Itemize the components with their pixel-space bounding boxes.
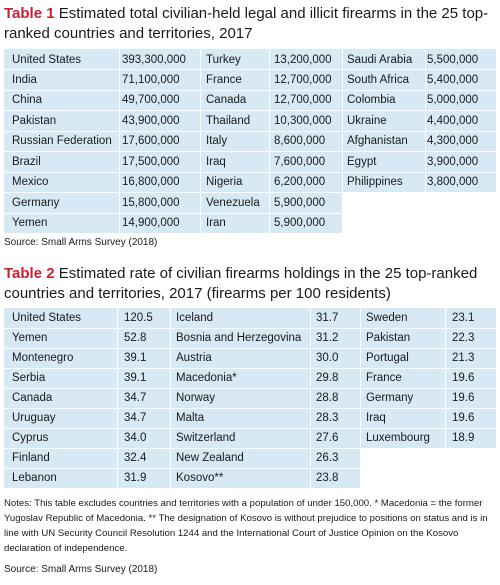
country-value: 393,300,000 [122, 53, 186, 66]
country-name: Afghanistan [347, 135, 408, 148]
table2-source: Source: Small Arms Survey (2018) [4, 564, 158, 575]
country-name: Thailand [206, 114, 251, 127]
row-divider [4, 90, 496, 91]
country-value: 5,900,000 [274, 217, 326, 230]
country-value: 4,400,000 [427, 114, 479, 127]
table1-heading: Estimated total civilian-held legal and illicit firearms in the 25 top-ranked countries and territories, 2017 [4, 5, 489, 42]
country-name: Malta [176, 412, 205, 424]
country-name: Iraq [366, 412, 386, 424]
country-name: Switzerland [176, 432, 236, 444]
column-divider [170, 308, 171, 488]
country-value: 52.8 [124, 332, 147, 344]
country-name: United States [12, 53, 82, 66]
country-value: 19.6 [452, 412, 475, 424]
column-divider [425, 49, 426, 233]
country-name: Lebanon [12, 472, 57, 484]
country-value: 28.3 [316, 412, 339, 424]
country-name: Pakistan [366, 332, 411, 344]
row-divider [4, 192, 496, 193]
country-value: 16,800,000 [122, 176, 180, 189]
table1-title [4, 4, 496, 44]
country-name: Philippines [347, 176, 403, 189]
country-name: South Africa [347, 73, 410, 86]
country-name: Egypt [347, 155, 377, 168]
row-divider [4, 110, 496, 111]
table2-label: Table 2 [4, 265, 55, 282]
country-name: Iran [206, 217, 226, 230]
country-name: Portugal [366, 352, 409, 364]
column-divider [117, 308, 118, 488]
country-value: 10,300,000 [274, 114, 332, 127]
country-name: Kosovo** [176, 472, 224, 484]
country-value: 31.2 [316, 332, 339, 344]
row-divider [4, 151, 496, 152]
country-name: Montenegro [12, 352, 74, 364]
country-name: Bosnia and Herzegovina [176, 332, 302, 344]
row-divider [4, 348, 496, 349]
country-name: Brazil [12, 155, 41, 168]
country-name: China [12, 94, 43, 107]
country-name: Germany [366, 392, 414, 404]
column-divider [269, 49, 270, 233]
row-divider [4, 388, 496, 389]
row-divider [4, 408, 496, 409]
country-value: 31.7 [316, 312, 339, 324]
country-name: Norway [176, 392, 215, 404]
row-divider [4, 172, 496, 173]
country-value: 15,800,000 [122, 196, 180, 209]
country-name: Pakistan [12, 114, 57, 127]
country-value: 49,700,000 [122, 94, 180, 107]
country-value: 17,600,000 [122, 135, 180, 148]
country-name: Venezuela [206, 196, 260, 209]
country-value: 120.5 [124, 312, 153, 324]
country-name: New Zealand [176, 452, 244, 464]
country-value: 12,700,000 [274, 73, 332, 86]
country-name: Russian Federation [12, 135, 112, 148]
table2-notes: Notes: This table excludes countries and territories with a population of under 150,000. * Macedonia = the former Yugoslav Republic of Macedonia. ** The designation of Kosovo is without prejudice to positions on status and is in line with UN Security Council Resolution 1244 and the International Court of Justice Opinion on the Kosovo declaration of independence. [4, 498, 488, 554]
table2-grid [4, 308, 496, 488]
country-value: 8,600,000 [274, 135, 326, 148]
country-value: 71,100,000 [122, 73, 180, 86]
country-name: Yemen [12, 332, 48, 344]
country-value: 3,900,000 [427, 155, 479, 168]
country-value: 13,200,000 [274, 53, 332, 66]
country-value: 14,900,000 [122, 217, 180, 230]
table2-heading: Estimated rate of civilian firearms holdings in the 25 top-ranked countries and territories, 2017 (firearms per 100 residents) [4, 265, 478, 302]
country-name: Cyprus [12, 432, 49, 444]
country-value: 39.1 [124, 372, 147, 384]
column-divider [200, 49, 201, 233]
country-name: Turkey [206, 53, 241, 66]
column-divider [342, 49, 343, 233]
country-value: 19.6 [452, 392, 475, 404]
row-divider [4, 368, 496, 369]
country-name: Yemen [12, 217, 48, 230]
country-value: 22.3 [452, 332, 475, 344]
country-value: 5,000,000 [427, 94, 479, 107]
country-name: India [12, 73, 37, 86]
country-value: 30.0 [316, 352, 339, 364]
country-value: 6,200,000 [274, 176, 326, 189]
country-name: Luxembourg [366, 432, 430, 444]
country-value: 19.6 [452, 372, 475, 384]
country-value: 18.9 [452, 432, 475, 444]
country-name: Saudi Arabia [347, 53, 413, 66]
country-name: Uruguay [12, 412, 56, 424]
row-divider [4, 328, 496, 329]
country-value: 32.4 [124, 452, 147, 464]
row-divider [4, 213, 496, 214]
country-value: 12,700,000 [274, 94, 332, 107]
country-name: Colombia [347, 94, 396, 107]
country-name: Canada [206, 94, 247, 107]
country-value: 34.7 [124, 412, 147, 424]
country-value: 26.3 [316, 452, 339, 464]
country-name: France [206, 73, 242, 86]
country-name: Serbia [12, 372, 46, 384]
country-name: Canada [12, 392, 53, 404]
table1-source: Source: Small Arms Survey (2018) [4, 237, 158, 248]
country-name: Germany [12, 196, 60, 209]
column-divider [445, 308, 446, 488]
row-divider [4, 69, 496, 70]
country-name: Austria [176, 352, 212, 364]
country-value: 17,500,000 [122, 155, 180, 168]
country-name: Sweden [366, 312, 408, 324]
country-value: 31.9 [124, 472, 147, 484]
column-divider [119, 49, 120, 233]
country-value: 21.3 [452, 352, 475, 364]
table1-grid [4, 49, 496, 233]
country-value: 5,500,000 [427, 53, 479, 66]
country-value: 34.0 [124, 432, 147, 444]
country-value: 34.7 [124, 392, 147, 404]
row-divider [4, 448, 496, 449]
country-value: 28.8 [316, 392, 339, 404]
column-divider [310, 308, 311, 488]
row-divider [4, 131, 496, 132]
country-value: 23.1 [452, 312, 475, 324]
country-value: 27.6 [316, 432, 339, 444]
country-value: 43,900,000 [122, 114, 180, 127]
country-name: France [366, 372, 402, 384]
country-name: Italy [206, 135, 228, 148]
country-name: Iraq [206, 155, 226, 168]
country-value: 4,300,000 [427, 135, 479, 148]
table1-label: Table 1 [4, 5, 55, 22]
country-name: Finland [12, 452, 50, 464]
row-divider [4, 468, 496, 469]
country-name: United States [12, 312, 82, 324]
country-value: 29.8 [316, 372, 339, 384]
country-name: Mexico [12, 176, 49, 189]
country-value: 23.8 [316, 472, 339, 484]
country-value: 7,600,000 [274, 155, 326, 168]
country-value: 39.1 [124, 352, 147, 364]
country-value: 5,400,000 [427, 73, 479, 86]
country-name: Iceland [176, 312, 214, 324]
column-divider [360, 308, 361, 488]
country-value: 3,800,000 [427, 176, 479, 189]
country-value: 5,900,000 [274, 196, 326, 209]
country-name: Nigeria [206, 176, 243, 189]
country-name: Macedonia* [176, 372, 237, 384]
country-name: Ukraine [347, 114, 387, 127]
row-divider [4, 428, 496, 429]
table2-title [4, 264, 496, 304]
